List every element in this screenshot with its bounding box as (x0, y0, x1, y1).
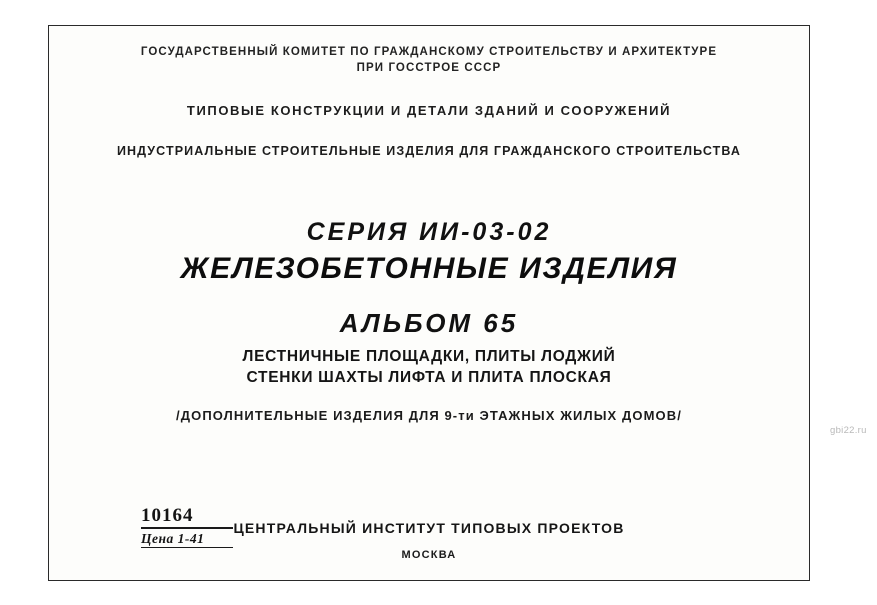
stamp-price: Цена 1-41 (141, 530, 205, 546)
page-title: ЖЕЛЕЗОБЕТОННЫЕ ИЗДЕЛИЯ (180, 252, 678, 285)
subtitle-line-1: ТИПОВЫЕ КОНСТРУКЦИИ И ДЕТАЛИ ЗДАНИЙ И СООРУЖЕНИЙ (186, 103, 672, 118)
committee-line-2: ПРИ ГОССТРОЕ СССР (356, 62, 502, 74)
contents-line-1: ЛЕСТНИЧНЫЕ ПЛОЩАДКИ, ПЛИТЫ ЛОДЖИЙ (242, 348, 616, 365)
publisher-name: ЦЕНТРАЛЬНЫЙ ИНСТИТУТ ТИПОВЫХ ПРОЕКТОВ (233, 520, 625, 536)
publisher-city: МОСКВА (401, 549, 457, 561)
contents-line-2: СТЕНКИ ШАХТЫ ЛИФТА И ПЛИТА ПЛОСКАЯ (246, 369, 612, 386)
document-sheet (48, 25, 810, 581)
album-number: АЛЬБОМ 65 (339, 308, 519, 338)
scope-note: /ДОПОЛНИТЕЛЬНЫЕ ИЗДЕЛИЯ ДЛЯ 9-ти ЭТАЖНЫХ ЖИЛЫХ ДОМОВ/ (176, 408, 682, 423)
stamp-code: 10164 (141, 505, 194, 526)
committee-line-1: ГОСУДАРСТВЕННЫЙ КОМИТЕТ ПО ГРАЖДАНСКОМУ СТРОИТЕЛЬСТВУ И АРХИТЕКТУРЕ (140, 46, 718, 58)
watermark-label: gbi22.ru (830, 425, 867, 436)
document-sheet-content (49, 26, 809, 580)
subtitle-line-2: ИНДУСТРИАЛЬНЫЕ СТРОИТЕЛЬНЫЕ ИЗДЕЛИЯ ДЛЯ ГРАЖДАНСКОГО СТРОИТЕЛЬСТВА (116, 144, 742, 158)
series-number: СЕРИЯ ИИ-03-02 (306, 218, 552, 246)
